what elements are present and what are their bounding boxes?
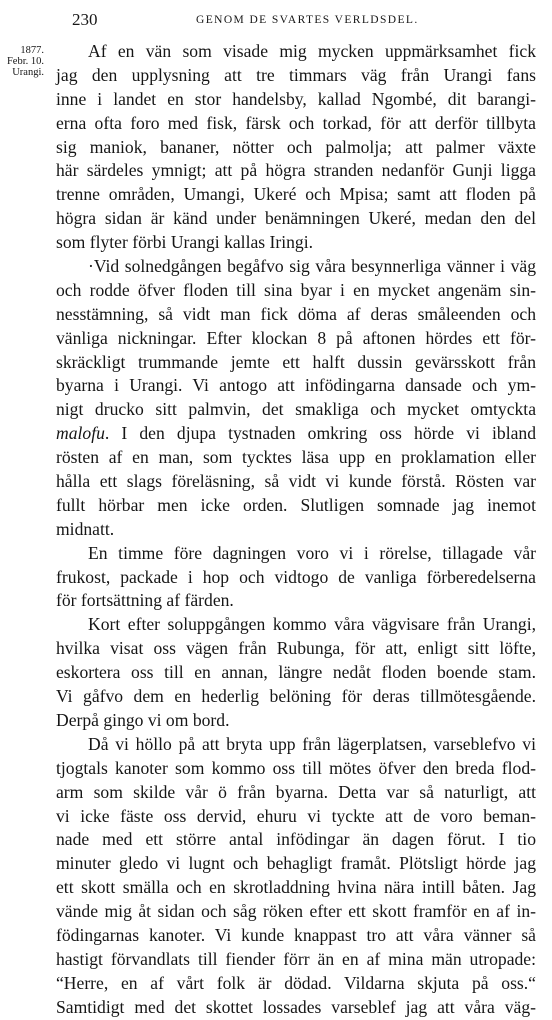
- page-number: 230: [72, 10, 98, 29]
- text-line: och rodde öfver floden till sina byar i en mycket angenäm sin-: [56, 279, 536, 300]
- text-line: byarna i Urangi. Vi antogo att infödingarna dansade och ym-: [56, 375, 536, 396]
- text-line-rest: . I den djupa tystnaden omkring oss hörde vi ibland: [104, 423, 536, 444]
- text-line: [56, 422, 536, 446]
- margin-note-date: Febr. 10.: [6, 56, 44, 67]
- text-line: Derpå gingo vi om bord.: [56, 709, 230, 730]
- text-line: nade med ett större antal infödingar än dagen förut. I tio: [56, 829, 536, 850]
- margin-note-year: 1877.: [20, 45, 44, 56]
- text-line: tjogtals kanoter som kommo oss till mötes öfver den breda flod-: [56, 757, 536, 778]
- text-line: Då vi höllo på att bryta upp från lägerplatsen, varseblefvo vi: [88, 733, 536, 754]
- text-line: vänliga nickningar. Efter klockan 8 på aftonen hördes ett för-: [56, 327, 536, 348]
- text-line: eskortera oss till en annan, längre nedåt floden boende stam.: [56, 662, 536, 683]
- text-line: sig maniok, bananer, nötter och palmolja; att palmer växte: [56, 136, 536, 157]
- text-line: En timme före dagningen voro vi i rörelse, tillagade vår: [88, 542, 536, 563]
- text-line: Kort efter soluppgången kommo våra vägvisare från Urangi,: [88, 614, 536, 635]
- text-line: hastigt förvandlats till fiender förr än en af mina män utropade:: [56, 948, 536, 969]
- text-line: Samtidigt med det skottet lossades varseblef jag att våra väg-: [56, 996, 536, 1017]
- text-line: inne i landet en stor handelsby, kallad Ngombé, dit barangi-: [56, 88, 536, 109]
- margin-note-place: Urangi.: [12, 67, 44, 78]
- text-line: Vi gåfvo dem en hederlig belöning för deras tillmötesgående.: [56, 686, 536, 707]
- text-line: nesstämning, så vidt man fick döma af deras småleenden och: [56, 303, 536, 324]
- text-line: fullt hörbar men icke orden. Slutligen somnade jag inemot: [56, 494, 536, 515]
- italic-word: malofu: [56, 423, 105, 444]
- text-line: vände mig åt sidan och såg röken efter ett skott framför en af in-: [56, 901, 536, 922]
- text-line: här särdeles ymnigt; att på högra stranden nedanför Gunji ligga: [56, 160, 536, 181]
- text-line: högra sidan är känd under benämningen Ukeré, medan den del: [56, 208, 536, 229]
- running-title: GENOM DE SVARTES VERLDSDEL.: [196, 14, 419, 26]
- text-line: födingarnas kanoter. Vi kunde knappast tro att våra vänner så: [56, 924, 536, 945]
- text-line: midnatt.: [56, 518, 115, 539]
- text-line: skräckligt trummande jemte ett halft dussin gevärsskott från: [56, 351, 536, 372]
- text-line: ett skott smälla och en skrotladdning hvina nära intill båten. Jag: [56, 877, 536, 898]
- text-line: vi icke fäste oss dervid, ehuru vi tyckte att de voro beman-: [56, 805, 536, 826]
- text-line: för fortsättning af färden.: [56, 590, 234, 611]
- text-line: hålla ett slags föreläsning, så vidt vi kunde förstå. Rösten var: [56, 471, 536, 492]
- body-text: [56, 40, 536, 1020]
- text-line: hvilka visat oss vägen från Rubunga, för att, enligt sitt löfte,: [56, 638, 536, 659]
- text-line: nigt drucko sitt palmvin, det smakliga och mycket omtyckta: [56, 399, 536, 420]
- text-line: trenne områden, Umangi, Ukeré och Mpisa; samt att floden på: [56, 184, 536, 205]
- text-line: arm som skilde vår ö från byarna. Detta var så naturligt, att: [56, 781, 536, 802]
- text-line: Af en vän som visade mig mycken uppmärksamhet fick: [88, 41, 536, 61]
- text-line: jag den upplysning att tre timmars väg från Urangi fans: [56, 64, 536, 85]
- text-line: frukost, packade i hop och vidtogo de vanliga förberedelserna: [56, 566, 536, 587]
- text-line: ·Vid solnedgången begåfvo sig våra besynnerliga vänner i väg: [88, 256, 536, 277]
- text-line: “Herre, en af vårt folk är dödad. Vildarna skjuta på oss.“: [56, 972, 536, 993]
- text-line: rösten af en man, som tycktes läsa upp en proklamation eller: [56, 447, 536, 468]
- text-line: minuter gledo vi lugnt och behagligt framåt. Plötsligt hörde jag: [56, 853, 536, 874]
- margin-note: [0, 45, 44, 78]
- text-line: erna ofta foro med fisk, färsk och torkad, för att derför tillbyta: [56, 112, 536, 133]
- text-line: som flyter förbi Urangi kallas Iringi.: [56, 232, 313, 253]
